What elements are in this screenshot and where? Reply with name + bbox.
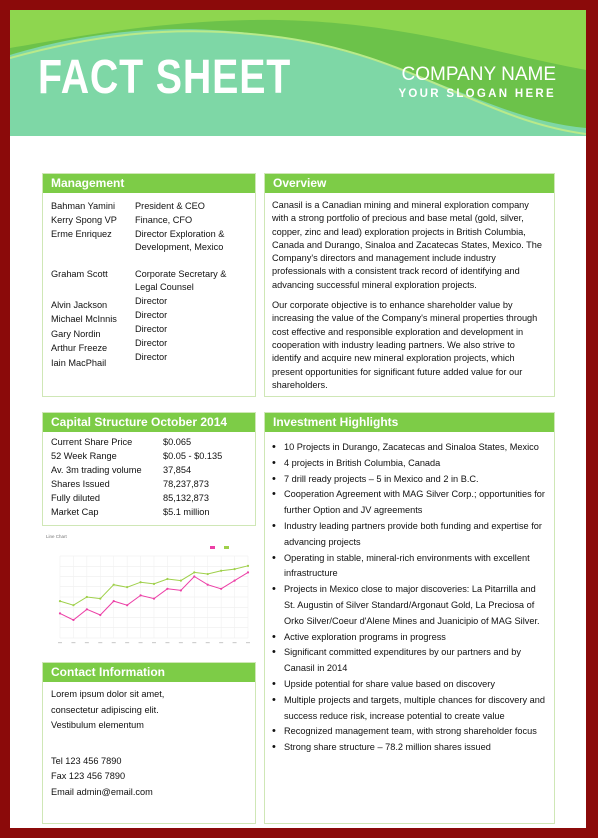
chart-point xyxy=(166,578,168,580)
chart-x-tick xyxy=(219,642,223,643)
chart-point xyxy=(193,571,195,573)
chart-point xyxy=(59,600,61,602)
chart-x-tick xyxy=(246,642,250,643)
highlight-item: • Significant committed expenditures by our partners and by Canasil in 2014 xyxy=(284,645,546,677)
chart-legend-swatch xyxy=(210,546,215,549)
management-name: Arthur Freeze xyxy=(51,343,108,353)
chart-x-tick xyxy=(125,642,129,643)
capital-row xyxy=(51,435,255,449)
management-role: Director xyxy=(135,352,168,362)
chart-title: Line Chart xyxy=(46,534,67,539)
contact-panel xyxy=(42,662,256,824)
management-role: Director Exploration & Development, Mexico xyxy=(135,229,225,253)
management-role: Director xyxy=(135,324,168,334)
capital-row xyxy=(51,477,255,491)
chart-x-tick xyxy=(58,642,62,643)
chart-point xyxy=(72,619,74,621)
line-chart-svg xyxy=(42,530,254,648)
management-name: Bahman Yamini xyxy=(51,201,116,211)
chart-x-tick xyxy=(206,642,210,643)
management-name: Graham Scott xyxy=(51,269,108,279)
contact-telephone: Tel 123 456 7890 xyxy=(51,755,122,766)
management-name: Alvin Jackson xyxy=(51,300,108,310)
chart-x-tick xyxy=(192,642,196,643)
contact-address-line: consectetur adipiscing elit. xyxy=(51,704,159,715)
chart-point xyxy=(139,594,141,596)
chart-x-tick xyxy=(98,642,102,643)
highlight-item: • Strong share structure – 78.2 million shares issued xyxy=(284,740,546,756)
management-name: Gary Nordin xyxy=(51,329,101,339)
capital-value: 37,854 xyxy=(163,465,192,475)
management-role: Director xyxy=(135,338,168,348)
management-role: Corporate Secretary & Legal Counsel xyxy=(135,269,227,293)
investment-highlights-list xyxy=(265,432,554,756)
contact-address-line: Lorem ipsum dolor sit amet, xyxy=(51,689,165,699)
highlight-item: • Cooperation Agreement with MAG Silver Corp.; opportunities for further Option and JV agreements xyxy=(284,487,546,519)
management-panel xyxy=(42,173,256,397)
capital-label: Current Share Price xyxy=(51,437,133,447)
management-name: Kerry Spong VP xyxy=(51,215,117,225)
management-role: Director xyxy=(135,296,168,306)
chart-point xyxy=(153,583,155,585)
contact-fax: Fax 123 456 7890 xyxy=(51,771,126,781)
chart-point xyxy=(207,573,209,575)
highlight-item: • Projects in Mexico close to major discoveries: La Pitarrilla and St. Augustin of Silver Standard/Argonaut Gold, La Preciosa of Orko Silver/Coeur d'Alene Mines and Juanicipio of MAG Silver. xyxy=(284,582,546,629)
highlight-item: • 7 drill ready projects – 5 in Mexico and 2 in B.C. xyxy=(284,472,546,488)
chart-point xyxy=(86,596,88,598)
chart-point xyxy=(139,581,141,583)
overview-panel xyxy=(264,173,555,397)
chart-x-tick xyxy=(139,642,143,643)
capital-row xyxy=(51,491,255,505)
chart-point xyxy=(180,580,182,582)
chart-point xyxy=(153,598,155,600)
chart-point xyxy=(180,589,182,591)
management-heading: Management xyxy=(43,174,255,193)
management-name: Iain MacPhail xyxy=(51,358,107,368)
capital-row xyxy=(51,449,255,463)
company-slogan: YOUR SLOGAN HERE xyxy=(398,88,556,100)
highlight-item: • Upside potential for share value based on discovery xyxy=(284,677,546,693)
capital-row xyxy=(51,463,255,477)
capital-structure-panel xyxy=(42,412,256,526)
management-role: Finance, CFO xyxy=(135,215,193,225)
highlight-item: • Operating in stable, mineral-rich environments with excellent infrastructure xyxy=(284,551,546,583)
chart-point xyxy=(193,575,195,577)
capital-label: Fully diluted xyxy=(51,493,101,503)
chart-point xyxy=(99,598,101,600)
capital-structure-heading: Capital Structure October 2014 xyxy=(43,413,255,432)
contact-address-line: Vestibulum elementum xyxy=(51,720,144,730)
chart-point xyxy=(59,612,61,614)
highlight-item: • 10 Projects in Durango, Zacatecas and Sinaloa States, Mexico xyxy=(284,440,546,456)
chart-point xyxy=(72,604,74,606)
company-name: COMPANY NAME xyxy=(401,64,556,85)
page-title: FACT SHEET xyxy=(38,51,292,104)
investment-highlights-heading: Investment Highlights xyxy=(265,413,554,432)
chart-point xyxy=(233,568,235,570)
chart-x-tick xyxy=(71,642,75,643)
chart-x-tick xyxy=(152,642,156,643)
capital-label: 52 Week Range xyxy=(51,451,117,461)
fact-sheet-page xyxy=(10,10,586,828)
chart-legend-swatch xyxy=(224,546,229,549)
chart-point xyxy=(113,600,115,602)
highlight-item: • Industry leading partners provide both funding and expertise for advancing projects xyxy=(284,519,546,551)
chart-point xyxy=(207,584,209,586)
overview-paragraph: Our corporate objective is to enhance shareholder value by increasing the value of the Company's mineral properties through cost effective and responsible exploration and development in cooperation with industry leading partners. We also strive to identify and acquire new mineral exploration projects, which present opportunities for significant future added value for our shareholders. xyxy=(272,300,538,390)
chart-point xyxy=(126,586,128,588)
management-name: Michael McInnis xyxy=(51,314,117,324)
capital-label: Shares Issued xyxy=(51,479,110,489)
chart-point xyxy=(113,584,115,586)
capital-label: Market Cap xyxy=(51,507,99,517)
management-name: Erme Enriquez xyxy=(51,229,112,239)
highlight-item: • Multiple projects and targets, multiple chances for discovery and success reduce risk, increase potential to create value xyxy=(284,693,546,725)
line-chart xyxy=(42,530,254,648)
investment-highlights-panel xyxy=(264,412,555,824)
chart-point xyxy=(86,608,88,610)
contact-email[interactable]: Email admin@email.com xyxy=(51,786,153,797)
capital-label: Av. 3m trading volume xyxy=(51,465,142,475)
overview-heading: Overview xyxy=(265,174,554,193)
chart-x-tick xyxy=(85,642,89,643)
chart-point xyxy=(247,565,249,567)
chart-point xyxy=(233,580,235,582)
management-role: President & CEO xyxy=(135,201,205,211)
contact-heading: Contact Information xyxy=(43,663,255,682)
highlight-item: • Active exploration programs in progress xyxy=(284,630,546,646)
chart-x-tick xyxy=(233,642,237,643)
capital-value: 78,237,873 xyxy=(163,479,209,489)
chart-point xyxy=(220,588,222,590)
capital-value: $5.1 million xyxy=(163,507,210,517)
management-role: Director xyxy=(135,310,168,320)
chart-point xyxy=(247,571,249,573)
chart-x-tick xyxy=(179,642,183,643)
chart-point xyxy=(99,614,101,616)
chart-x-tick xyxy=(165,642,169,643)
capital-value: $0.05 - $0.135 xyxy=(163,451,223,461)
highlight-item: • Recognized management team, with strong shareholder focus xyxy=(284,724,546,740)
header-banner xyxy=(10,10,586,136)
chart-point xyxy=(166,588,168,590)
chart-point xyxy=(126,604,128,606)
capital-value: $0.065 xyxy=(163,437,192,447)
chart-x-tick xyxy=(112,642,116,643)
capital-row xyxy=(51,505,255,519)
overview-paragraph: Canasil is a Canadian mining and mineral exploration company with a strong portfolio of precious and base metal (gold, silver, copper, zinc and lead) exploration projects in British Columbia, Canada and Durango, Sinaloa and Zacatecas States, Mexico. The Company's directors and management include industry professionals with a consistent track record of identifying and advancing successful mineral exploration projects. xyxy=(272,200,543,290)
chart-point xyxy=(220,570,222,572)
highlight-item: • 4 projects in British Columbia, Canada xyxy=(284,456,546,472)
capital-value: 85,132,873 xyxy=(163,493,209,503)
